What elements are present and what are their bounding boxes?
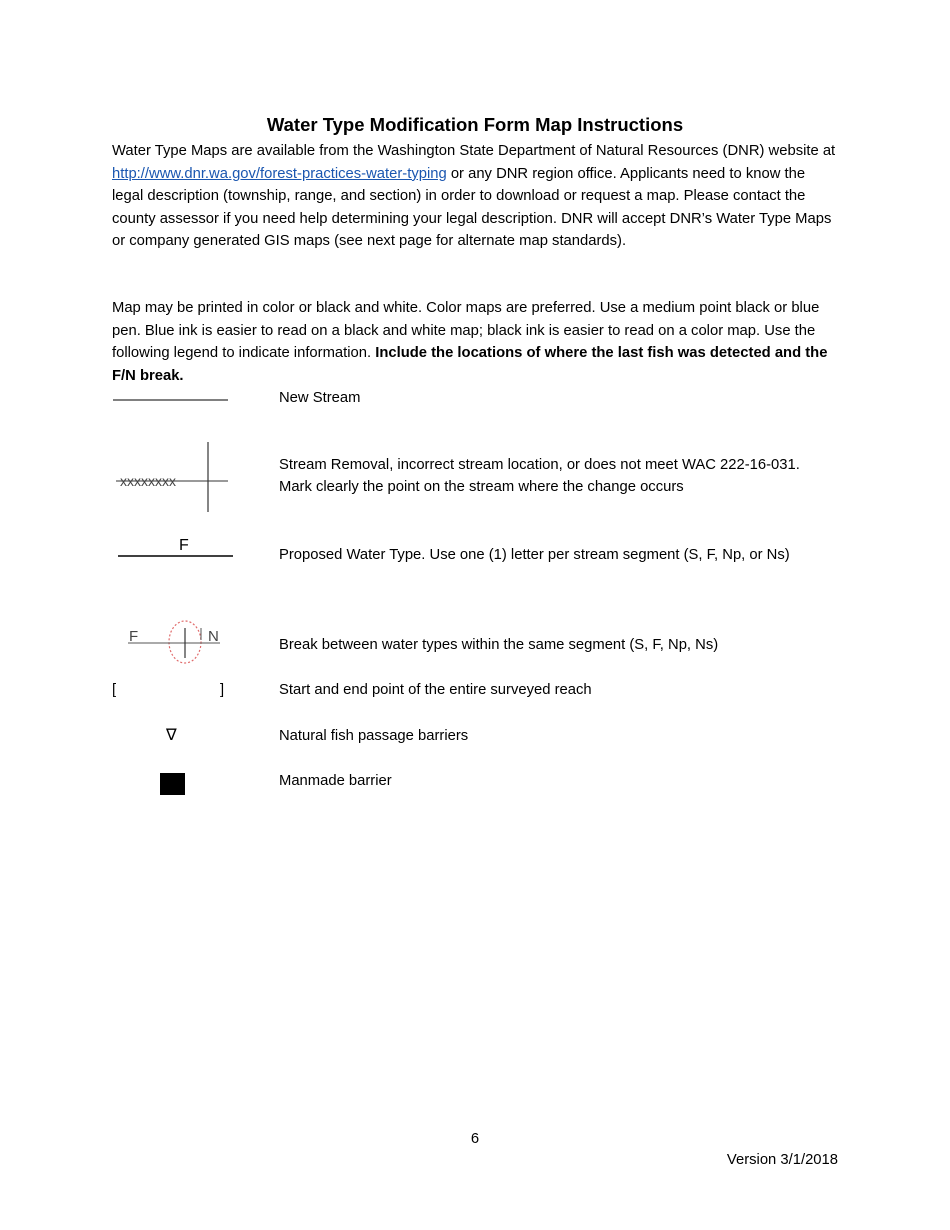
removal-marks: xxxxxxxx [120,473,176,489]
manmade-barrier-icon [160,773,185,795]
intro-paragraph [112,140,837,253]
legend-stream-removal-line-2: Mark clearly the point on the stream where the change occurs [279,479,684,495]
page-title: Water Type Modification Form Map Instructions [266,114,684,135]
proposed-letter: F [179,537,189,554]
instructions-bold-text: Include the locations of where the last fish was detected and the F/N break. [112,345,828,384]
reach-start-bracket: [ [112,682,117,698]
legend-new-stream: New Stream [279,390,361,406]
version-label: Version 3/1/2018 [726,1152,838,1168]
legend-proposed-water-type: Proposed Water Type. Use one (1) letter per stream segment (S, F, Np, or Ns) [279,547,790,563]
break-left-letter: F [129,628,139,645]
reach-end-bracket: ] [220,682,225,698]
new-stream-symbol [112,392,232,406]
intro-text-after-link: or any DNR region office. Applicants need to know the legal description (township, range, and section) in order to download or request a map. Please contact the county assessor if you need help determining your legal description. DNR will accept DNR’s Water Type Maps or company generated GIS maps (see next page for alternate map standards). [112,165,832,250]
water-type-break-symbol [112,618,237,668]
instructions-paragraph [112,297,837,387]
legend-water-type-break: Break between water types within the same segment (S, F, Np, Ns) [279,637,719,653]
legend-manmade-barrier: Manmade barrier [279,773,392,789]
break-right-letter: N [208,628,219,645]
legend-surveyed-reach: Start and end point of the entire surveyed reach [279,682,592,698]
intro-text-before-link: Water Type Maps are available from the Washington State Department of Natural Resources (DNR) website at [112,143,836,159]
natural-barrier-icon: ∇ [166,727,177,744]
legend-natural-barrier: Natural fish passage barriers [279,728,469,744]
instructions-text: Map may be printed in color or black and white. Color maps are preferred. Use a medium point black or blue pen. Blue ink is easier to read on a black and white map; black ink is easier to read on a color map. Use the following legend to indicate information. [112,300,820,362]
page-number: 6 [470,1131,480,1147]
legend-stream-removal-line-1: Stream Removal, incorrect stream location, or does not meet WAC 222-16-031. [279,457,800,473]
stream-removal-symbol [112,440,237,516]
dnr-water-typing-link[interactable]: http://www.dnr.wa.gov/forest-practices-water-typing [112,165,447,182]
proposed-water-type-symbol [112,533,237,561]
